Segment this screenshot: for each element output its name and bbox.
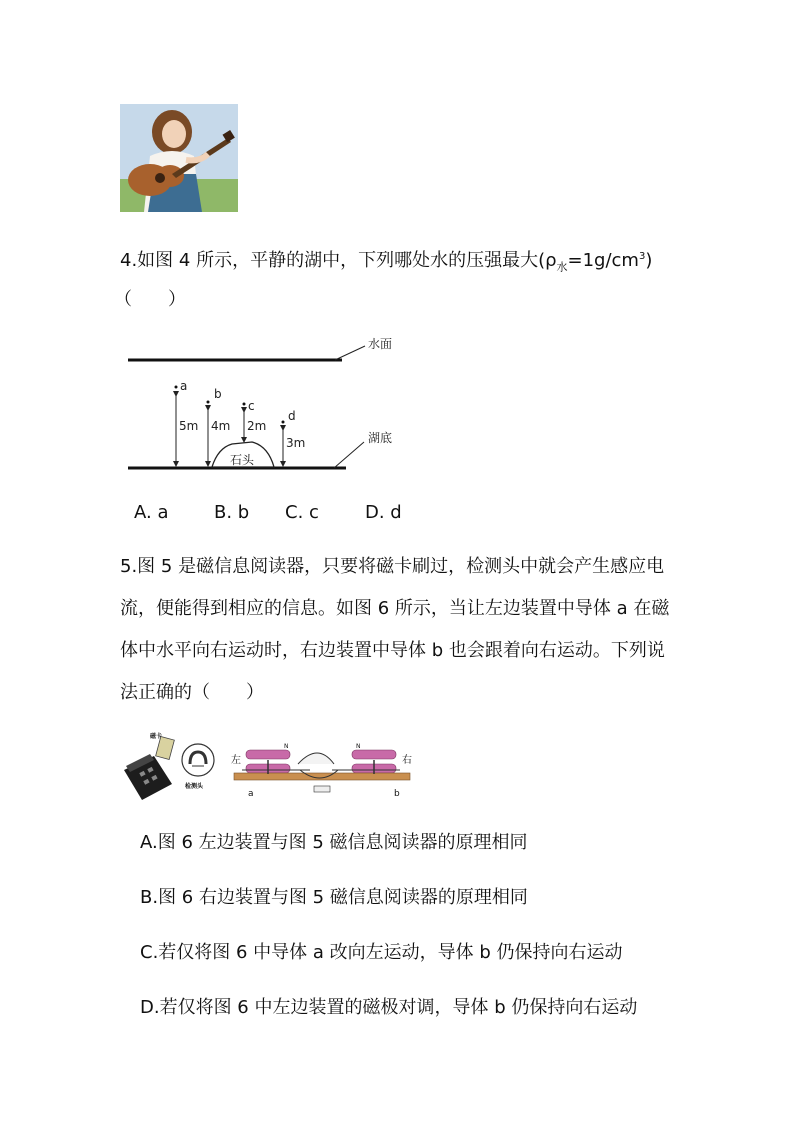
left-device-label: 左: [231, 755, 241, 766]
point-d-label: d: [288, 409, 296, 423]
conductor-b-label: b: [394, 789, 400, 799]
q5-stem-line-3: 体中水平向右运动时，右边装置中导体 b 也会跟着向右运动。下列说: [120, 640, 665, 661]
q4-stem: [120, 247, 652, 278]
q5-stem-line-2: 流，便能得到相应的信息。如图 6 所示，当让左边装置中导体 a 在磁: [120, 598, 670, 619]
q5-option-a[interactable]: A.图 6 左边装置与图 5 磁信息阅读器的原理相同: [140, 832, 528, 853]
q4-option-c[interactable]: C. c: [285, 502, 319, 523]
q4-stem-prefix: 4.如图 4 所示，平静的湖中，下列哪处水的压强最大(ρ: [120, 250, 557, 271]
q5-option-d[interactable]: D.若仅将图 6 中左边装置的磁极对调，导体 b 仍保持向右运动: [140, 997, 638, 1018]
point-b-label: b: [214, 387, 222, 401]
lake-diagram: [120, 330, 410, 475]
point-b: [207, 401, 210, 404]
q4-option-b[interactable]: B. b: [214, 502, 250, 523]
point-d: [282, 421, 285, 424]
q4-stem-suffix: =1g/cm: [567, 250, 639, 271]
point-c: [243, 403, 246, 406]
right-device-label: 右: [402, 755, 412, 766]
q5-stem-line-1: 5.图 5 是磁信息阅读器，只要将磁卡刷过，检测头中就会产生感应电: [120, 556, 665, 577]
card-label: 磁卡: [150, 733, 163, 740]
induction-apparatus-svg: [228, 740, 414, 802]
q4-stem-close: ): [645, 250, 653, 271]
q4-option-a[interactable]: A. a: [134, 502, 169, 523]
conductor-a-label: a: [248, 789, 254, 799]
detect-head-label: 检测头: [185, 783, 204, 790]
induction-apparatus: [228, 740, 414, 802]
q4-unit-superscript: 3: [638, 251, 646, 262]
q5-option-c[interactable]: C.若仅将图 6 中导体 a 改向左运动，导体 b 仍保持向右运动: [140, 942, 623, 963]
water-surface-label: 水面: [368, 337, 393, 351]
right-magnet: [352, 750, 396, 759]
depth-c-label: 2m: [247, 419, 267, 433]
q4-option-d[interactable]: D. d: [365, 502, 402, 523]
point-a: [175, 386, 178, 389]
card-reader-figure: [120, 730, 220, 802]
depth-d-label: 3m: [286, 436, 306, 450]
depth-a-label: 5m: [179, 419, 199, 433]
lake-bottom-label: 湖底: [368, 431, 393, 445]
rock-label: 石头: [230, 453, 255, 467]
lake-diagram-svg: [120, 330, 410, 475]
point-c-label: c: [248, 399, 255, 413]
guitar-photo-image: [120, 104, 238, 212]
q5-option-b[interactable]: B.图 6 右边装置与图 5 磁信息阅读器的原理相同: [140, 887, 528, 908]
guitar-photo: [120, 104, 238, 212]
q4-rho-subscript: 水: [556, 260, 568, 274]
wood-board: [234, 773, 410, 780]
q4-answer-blank: （ ）: [114, 289, 186, 310]
point-a-label: a: [180, 379, 188, 393]
card-reader-svg: [120, 730, 220, 802]
right-magnet-n: N: [356, 743, 361, 750]
q5-stem-line-4: 法正确的（ ）: [120, 682, 264, 703]
left-magnet-n: N: [284, 743, 289, 750]
depth-b-label: 4m: [211, 419, 231, 433]
left-magnet: [246, 750, 290, 759]
